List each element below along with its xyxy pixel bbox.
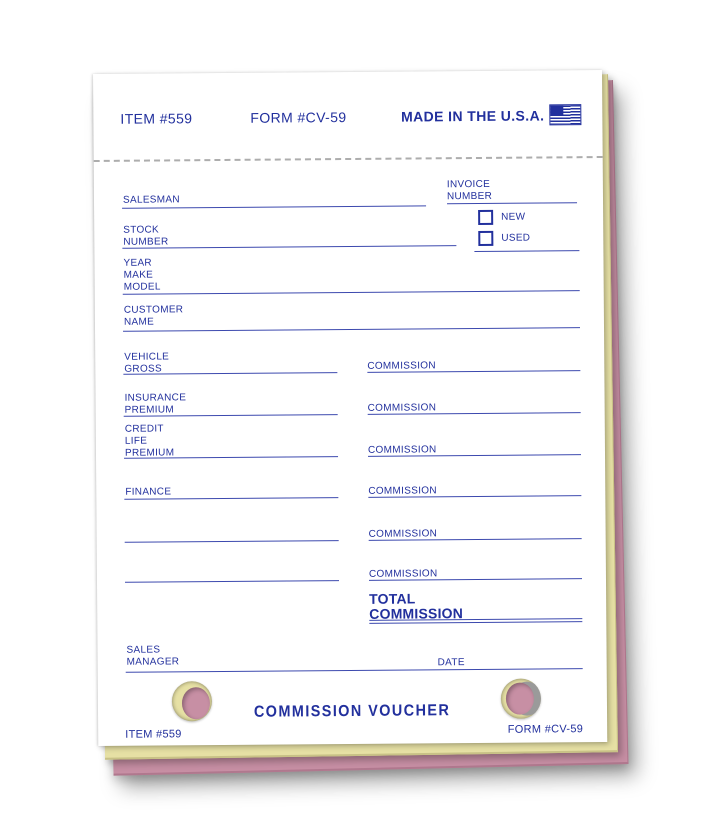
commission-label-6: COMMISSION — [368, 568, 438, 580]
new-checkbox-label: NEW — [501, 211, 526, 223]
header-item-number: ITEM #559 — [120, 110, 193, 127]
perforation-line — [94, 156, 603, 162]
credit-life-premium-label: CREDIT LIFE PREMIUM — [124, 423, 175, 459]
header-form-number: FORM #CV-59 — [250, 109, 347, 126]
vehicle-gross-label: VEHICLE GROSS — [124, 351, 170, 375]
commission-label-2: COMMISSION — [367, 402, 437, 414]
total-commission-double-line — [369, 618, 582, 624]
form-title — [98, 701, 607, 723]
finance-label: FINANCE — [125, 486, 172, 498]
made-in-usa-label: MADE IN THE U.S.A. — [400, 106, 545, 125]
salesman-label: SALESMAN — [122, 194, 180, 206]
footer-item-number: ITEM #559 — [125, 728, 182, 741]
used-checkbox — [478, 231, 493, 246]
year-make-model-line — [123, 290, 580, 295]
commission-voucher-form — [93, 70, 607, 746]
made-in-usa — [401, 105, 580, 125]
insurance-premium-label: INSURANCE PREMIUM — [124, 392, 187, 416]
total-commission-label: TOTAL COMMISSION — [369, 590, 464, 622]
year-make-model-label: YEAR MAKE MODEL — [123, 257, 161, 293]
commission-label-4: COMMISSION — [368, 485, 437, 497]
customer-name-line — [123, 327, 580, 332]
stock-number-line — [122, 245, 456, 249]
used-checkbox-label: USED — [501, 232, 531, 244]
new-checkbox — [478, 210, 493, 225]
blank-line-1 — [125, 540, 339, 543]
signature-line — [126, 668, 583, 673]
blank-line-2 — [125, 580, 339, 583]
invoice-number-line — [447, 202, 577, 204]
commission-label-1: COMMISSION — [367, 360, 436, 372]
us-flag-icon — [550, 105, 580, 124]
commission-label-3: COMMISSION — [367, 444, 437, 456]
sales-manager-label: SALES MANAGER — [126, 644, 180, 668]
customer-name-label: CUSTOMER NAME — [123, 304, 184, 328]
commission-label-5: COMMISSION — [368, 528, 438, 540]
used-line — [474, 250, 579, 252]
invoice-number-label: INVOICE NUMBER — [446, 178, 493, 203]
stock-number-label: STOCK NUMBER — [123, 224, 169, 248]
form-title-text: COMMISSION VOUCHER — [254, 702, 451, 721]
date-label: DATE — [437, 657, 465, 669]
footer-form-number: FORM #CV-59 — [507, 723, 584, 736]
